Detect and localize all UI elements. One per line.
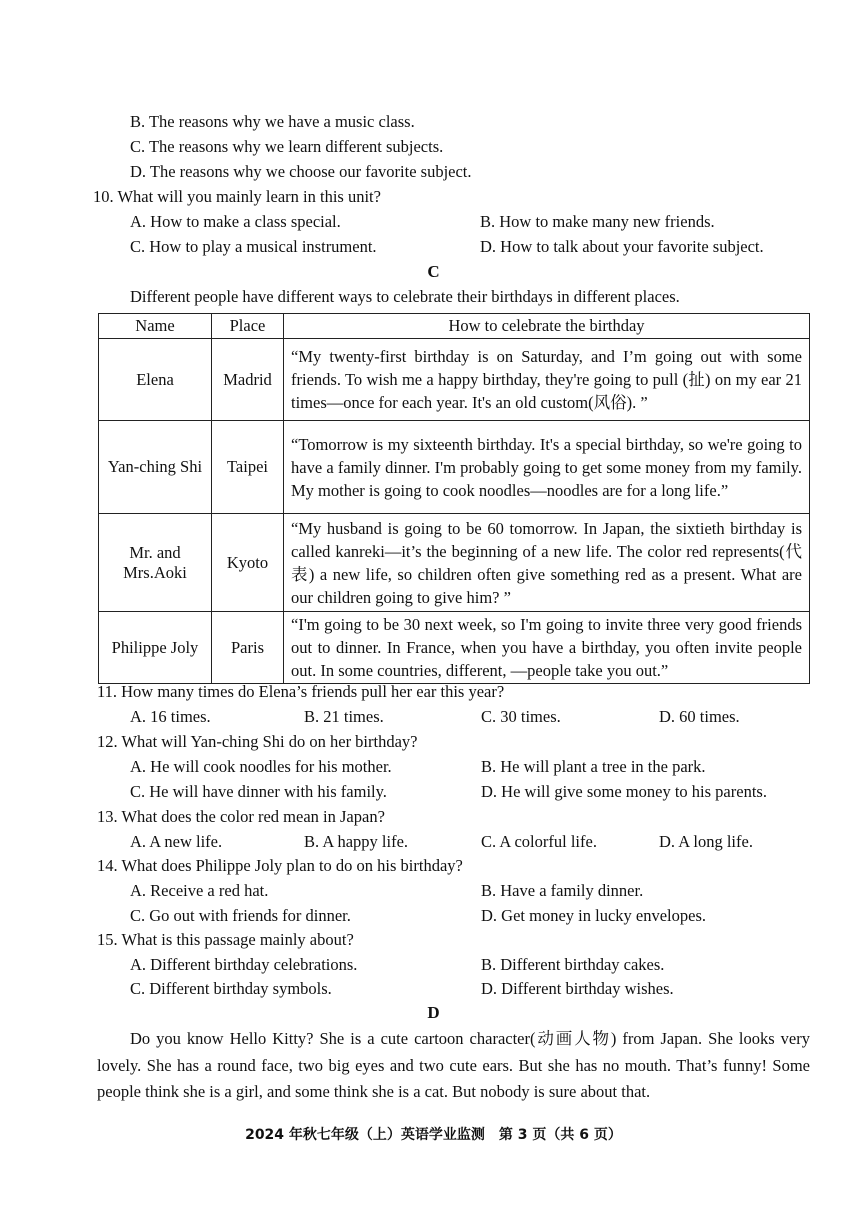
header-place: Place (212, 314, 284, 339)
row-description: “My husband is going to be 60 tomorrow. In Japan, the sixtieth birthday is called kanreki—it’s the beginning of a new life. The color red represents(代表) a new life, so children often give something red as a present. What are our children going to give him? ” (284, 514, 810, 612)
table-row (99, 421, 810, 514)
q10-option-b: B. How to make many new friends. (480, 212, 715, 231)
row-place: Taipei (212, 421, 284, 514)
section-d-paragraph: Do you know Hello Kitty? She is a cute cartoon character(动画人物) from Japan. She looks very lovely. She has a round face, two big eyes and two cute ears. But she has no mouth. That’s funny! Some people think she is a girl, and some think she is a cat. But nobody is sure about that. (97, 1029, 810, 1101)
q10-stem: 10. What will you mainly learn in this unit? (93, 187, 381, 206)
section-d-heading: D (427, 1003, 440, 1022)
q12-option-c: C. He will have dinner with his family. (130, 782, 387, 801)
q11-stem: 11. How many times do Elena’s friends pull her ear this year? (97, 682, 505, 701)
q12-option-b: B. He will plant a tree in the park. (481, 757, 706, 776)
page-footer: 2024 年秋七年级（上）英语学业监测 第 3 页（共 6 页） (245, 1127, 622, 1143)
q13-option-a: A. A new life. (130, 832, 223, 851)
row-name: Yan-ching Shi (99, 421, 212, 514)
row-place: Madrid (212, 339, 284, 421)
section-c-intro: Different people have different ways to celebrate their birthdays in different places. (130, 287, 680, 306)
q10-option-d: D. How to talk about your favorite subject. (480, 237, 764, 256)
q13-option-b: B. A happy life. (304, 832, 409, 851)
q14-option-d: D. Get money in lucky envelopes. (481, 906, 706, 925)
q15-option-b: B. Different birthday cakes. (481, 955, 665, 974)
q12-option-d: D. He will give some money to his parents. (481, 782, 767, 801)
row-name: Mr. and Mrs.Aoki (99, 514, 212, 612)
row-description: “Tomorrow is my sixteenth birthday. It's a special birthday, so we're going to have a family dinner. I'm probably going to get some money from my family. My mother is going to cook noodles—noodles are for a long life.” (284, 421, 810, 514)
section-c-heading: C (427, 262, 440, 281)
q9-option-b: B. The reasons why we have a music class. (130, 112, 415, 131)
q11-option-b: B. 21 times. (304, 707, 384, 726)
q10-option-a: A. How to make a class special. (130, 212, 341, 231)
header-how: How to celebrate the birthday (284, 314, 810, 339)
q15-option-c: C. Different birthday symbols. (130, 979, 332, 998)
q11-option-c: C. 30 times. (481, 707, 561, 726)
q14-stem: 14. What does Philippe Joly plan to do on his birthday? (97, 856, 463, 875)
table-row (99, 612, 810, 684)
q13-option-c: C. A colorful life. (481, 832, 597, 851)
row-name: Elena (99, 339, 212, 421)
birthday-table (98, 313, 810, 684)
q14-option-c: C. Go out with friends for dinner. (130, 906, 351, 925)
row-place: Paris (212, 612, 284, 684)
q10-option-c: C. How to play a musical instrument. (130, 237, 377, 256)
q11-option-a: A. 16 times. (130, 707, 211, 726)
row-place: Kyoto (212, 514, 284, 612)
q14-option-a: A. Receive a red hat. (130, 881, 269, 900)
q15-option-a: A. Different birthday celebrations. (130, 955, 358, 974)
table-header-row (99, 314, 810, 339)
q15-option-d: D. Different birthday wishes. (481, 979, 674, 998)
table-row (99, 339, 810, 421)
q9-option-d: D. The reasons why we choose our favorite subject. (130, 162, 472, 181)
q13-stem: 13. What does the color red mean in Japan? (97, 807, 385, 826)
header-name: Name (99, 314, 212, 339)
row-description: “I'm going to be 30 next week, so I'm going to invite three very good friends out to dinner. In France, when you have a birthday, you often invite people out. In some countries, different, —people take you out.” (284, 612, 810, 684)
q13-option-d: D. A long life. (659, 832, 753, 851)
q12-option-a: A. He will cook noodles for his mother. (130, 757, 392, 776)
row-description: “My twenty-first birthday is on Saturday, and I’m going out with some friends. To wish me a happy birthday, they're going to pull (扯) on my ear 21 times—once for each year. It's an old custom(风俗). ” (284, 339, 810, 421)
q14-option-b: B. Have a family dinner. (481, 881, 644, 900)
q11-option-d: D. 60 times. (659, 707, 740, 726)
q15-stem: 15. What is this passage mainly about? (97, 930, 354, 949)
q9-option-c: C. The reasons why we learn different subjects. (130, 137, 444, 156)
q12-stem: 12. What will Yan-ching Shi do on her birthday? (97, 732, 418, 751)
row-name: Philippe Joly (99, 612, 212, 684)
table-row (99, 514, 810, 612)
